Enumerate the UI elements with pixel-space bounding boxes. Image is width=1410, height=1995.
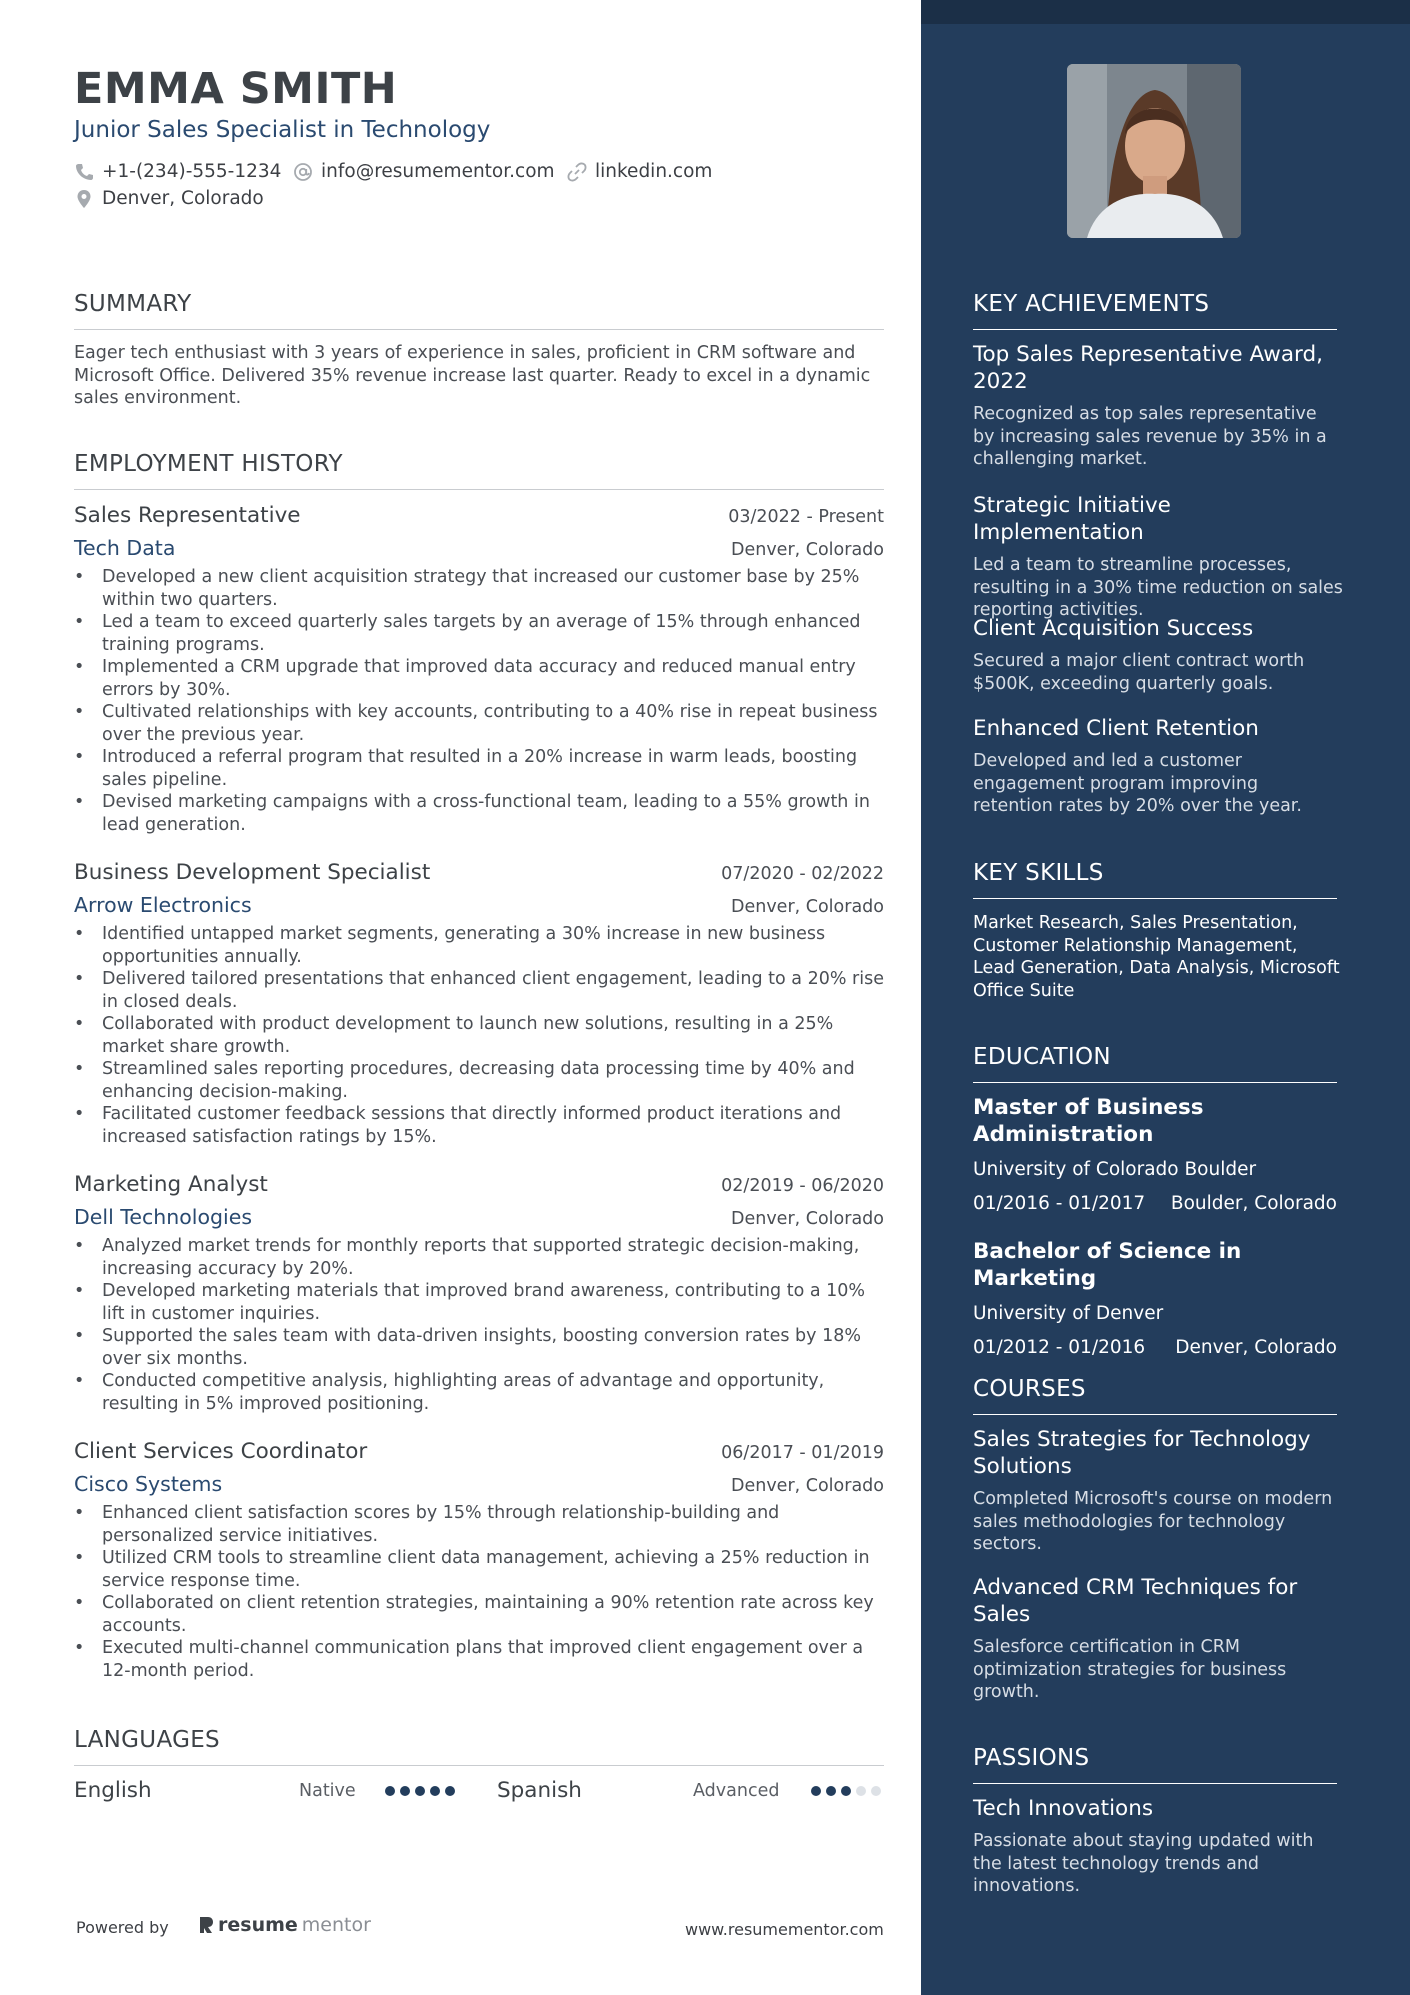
achievement-title: Enhanced Client Retention [973, 716, 1259, 741]
rating-dot-filled [826, 1786, 836, 1796]
bullet-item: • Collaborated on client retention strategies, maintaining a 90% retention rate across key accounts. [74, 1592, 884, 1637]
phone-text: +1-(234)-555-1234 [102, 161, 282, 182]
achievement-item [973, 715, 1343, 818]
rating-dot-filled [841, 1786, 851, 1796]
job-location: Denver, Colorado [730, 1209, 884, 1229]
achievement-title: Strategic Initiative Implementation [973, 493, 1171, 545]
language-level: Advanced [693, 1780, 780, 1801]
job-bullets [74, 566, 884, 836]
job-dates: 03/2022 - Present [728, 507, 884, 527]
bullet-item: • Led a team to exceed quarterly sales targets by an average of 15% through enhanced training programs. [74, 611, 884, 656]
course-title: Sales Strategies for Technology Solutions [973, 1427, 1311, 1479]
bullet-item: • Executed multi-channel communication plans that improved client engagement over a 12-month period. [74, 1637, 884, 1682]
skills-text: Market Research, Sales Presentation, Customer Relationship Management, Lead Generation, Data Analysis, Microsoft Office Suite [973, 913, 1340, 1001]
language-spanish [497, 1778, 881, 1803]
candidate-title: Junior Sales Specialist in Technology [74, 117, 491, 143]
bullet-item: • Devised marketing campaigns with a cross-functional team, leading to a 55% growth in lead generation. [74, 791, 884, 836]
skills-heading: KEY SKILLS [973, 860, 1337, 899]
language-name: English [74, 1778, 152, 1803]
bullet-item: • Conducted competitive analysis, highlighting areas of advantage and opportunity, resulting in 5% improved positioning. [74, 1370, 884, 1415]
language-name: Spanish [497, 1778, 582, 1803]
location-text: Denver, Colorado [102, 188, 264, 209]
email-contact[interactable] [293, 161, 555, 182]
location-pin-icon [74, 189, 94, 209]
education-degree: Master of Business Administration [973, 1095, 1204, 1147]
candidate-name: EMMA SMITH [74, 64, 398, 114]
course-item [973, 1426, 1343, 1556]
bullet-item: • Analyzed market trends for monthly reports that supported strategic decision-making, increasing accuracy by 20%. [74, 1235, 884, 1280]
logo-mark-icon [198, 1916, 214, 1934]
location-contact [74, 188, 264, 209]
bullet-item: • Supported the sales team with data-driven insights, boosting conversion rates by 18% over six months. [74, 1325, 884, 1370]
rating-dot-filled [400, 1786, 410, 1796]
course-item [973, 1574, 1343, 1704]
language-level: Native [299, 1780, 356, 1801]
achievements-heading: KEY ACHIEVEMENTS [973, 291, 1337, 330]
email-text: info@resumementor.com [321, 161, 555, 182]
rating-dot-empty [871, 1786, 881, 1796]
employment-heading: EMPLOYMENT HISTORY [74, 451, 884, 490]
bullet-item: • Streamlined sales reporting procedures, decreasing data processing time by 40% and enhancing decision-making. [74, 1058, 884, 1103]
education-school: University of Denver [973, 1303, 1164, 1324]
job-company: Arrow Electronics [74, 893, 252, 917]
achievement-desc: Recognized as top sales representative by increasing sales revenue by 35% in a challenging market. [973, 404, 1327, 469]
achievement-title: Top Sales Representative Award, 2022 [973, 342, 1324, 394]
job-bullets [74, 1502, 884, 1682]
at-icon [293, 162, 313, 182]
achievement-desc: Led a team to streamline processes, resulting in a 30% time reduction on sales reporting activities. [973, 555, 1343, 620]
education-heading: EDUCATION [973, 1044, 1337, 1083]
summary-text: Eager tech enthusiast with 3 years of experience in sales, proficient in CRM software and Microsoft Office. Delivered 35% revenue increase last quarter. Ready to excel in a dynamic sales environment. [74, 343, 871, 408]
bullet-item: • Identified untapped market segments, generating a 30% increase in new business opportunities annually. [74, 923, 884, 968]
rating-dot-empty [856, 1786, 866, 1796]
phone-icon [74, 162, 94, 182]
bullet-item: • Enhanced client satisfaction scores by 15% through relationship-building and personalized service initiatives. [74, 1502, 884, 1547]
link-icon [567, 162, 587, 182]
job-dates: 07/2020 - 02/2022 [721, 864, 884, 884]
job-entry [74, 1172, 884, 1415]
language-rating [811, 1786, 881, 1796]
job-title: Marketing Analyst [74, 1172, 268, 1197]
bullet-item: • Introduced a referral program that resulted in a 20% increase in warm leads, boosting sales pipeline. [74, 746, 884, 791]
summary-heading: SUMMARY [74, 291, 884, 330]
linkedin-text: linkedin.com [595, 161, 713, 182]
achievement-desc: Secured a major client contract worth $500K, exceeding quarterly goals. [973, 651, 1305, 694]
rating-dot-filled [415, 1786, 425, 1796]
achievement-item [973, 492, 1343, 622]
courses-heading: COURSES [973, 1376, 1337, 1415]
logo-text-light: mentor [301, 1914, 371, 1936]
job-entry [74, 503, 884, 836]
education-item [973, 1094, 1343, 1214]
education-dates: 01/2012 - 01/2016 [973, 1337, 1146, 1358]
education-location: Boulder, Colorado [1170, 1193, 1337, 1214]
job-bullets [74, 923, 884, 1148]
bullet-item: • Delivered tailored presentations that enhanced client engagement, leading to a 20% rise in closed deals. [74, 968, 884, 1013]
rating-dot-filled [811, 1786, 821, 1796]
linkedin-contact[interactable] [567, 161, 712, 182]
passion-item [973, 1795, 1343, 1898]
language-rating [385, 1786, 455, 1796]
bullet-item: • Implemented a CRM upgrade that improved data accuracy and reduced manual entry errors by 30%. [74, 656, 884, 701]
job-dates: 06/2017 - 01/2019 [721, 1443, 884, 1463]
bullet-item: • Collaborated with product development to launch new solutions, resulting in a 25% market share growth. [74, 1013, 884, 1058]
sidebar-top-strip [921, 0, 1410, 24]
profile-photo [1067, 64, 1241, 238]
achievement-title: Client Acquisition Success [973, 616, 1254, 641]
bullet-item: • Cultivated relationships with key accounts, contributing to a 40% rise in repeat business over the previous year. [74, 701, 884, 746]
job-entry [74, 860, 884, 1148]
course-title: Advanced CRM Techniques for Sales [973, 1575, 1298, 1627]
job-location: Denver, Colorado [730, 897, 884, 917]
resumementor-logo[interactable] [198, 1914, 371, 1936]
job-company: Tech Data [74, 536, 176, 560]
course-desc: Completed Microsoft's course on modern sales methodologies for technology sectors. [973, 1489, 1333, 1554]
languages-heading: LANGUAGES [74, 1727, 884, 1766]
job-location: Denver, Colorado [730, 540, 884, 560]
portrait-image-icon [1067, 64, 1241, 238]
achievement-item [973, 615, 1343, 695]
education-school: University of Colorado Boulder [973, 1159, 1257, 1180]
job-location: Denver, Colorado [730, 1476, 884, 1496]
job-dates: 02/2019 - 06/2020 [721, 1176, 884, 1196]
job-title: Client Services Coordinator [74, 1439, 368, 1464]
rating-dot-filled [430, 1786, 440, 1796]
job-company: Dell Technologies [74, 1205, 252, 1229]
passion-desc: Passionate about staying updated with the latest technology trends and innovations. [973, 1831, 1314, 1896]
powered-by-label: Powered by [76, 1918, 169, 1937]
footer-url[interactable]: www.resumementor.com [685, 1920, 884, 1939]
education-dates: 01/2016 - 01/2017 [973, 1193, 1146, 1214]
rating-dot-filled [445, 1786, 455, 1796]
bullet-item: • Developed marketing materials that improved brand awareness, contributing to a 10% lift in customer inquiries. [74, 1280, 884, 1325]
achievement-item [973, 341, 1343, 471]
passion-title: Tech Innovations [973, 1796, 1154, 1821]
sidebar [921, 0, 1410, 1995]
phone-contact [74, 161, 281, 182]
job-bullets [74, 1235, 884, 1415]
education-item [973, 1238, 1343, 1358]
rating-dot-filled [385, 1786, 395, 1796]
education-location: Denver, Colorado [1175, 1337, 1337, 1358]
job-title: Business Development Specialist [74, 860, 431, 885]
course-desc: Salesforce certification in CRM optimization strategies for business growth. [973, 1637, 1287, 1702]
logo-text-bold: resume [218, 1914, 298, 1936]
job-company: Cisco Systems [74, 1472, 223, 1496]
bullet-item: • Facilitated customer feedback sessions that directly informed product iterations and increased satisfaction ratings by 15%. [74, 1103, 884, 1148]
language-english [74, 1778, 455, 1803]
education-degree: Bachelor of Science in Marketing [973, 1239, 1242, 1291]
bullet-item: • Developed a new client acquisition strategy that increased our customer base by 25% within two quarters. [74, 566, 884, 611]
job-title: Sales Representative [74, 503, 301, 528]
achievement-desc: Developed and led a customer engagement program improving retention rates by 20% over the year. [973, 751, 1302, 816]
passions-heading: PASSIONS [973, 1745, 1337, 1784]
bullet-item: • Utilized CRM tools to streamline client data management, achieving a 25% reduction in service response time. [74, 1547, 884, 1592]
job-entry [74, 1439, 884, 1682]
